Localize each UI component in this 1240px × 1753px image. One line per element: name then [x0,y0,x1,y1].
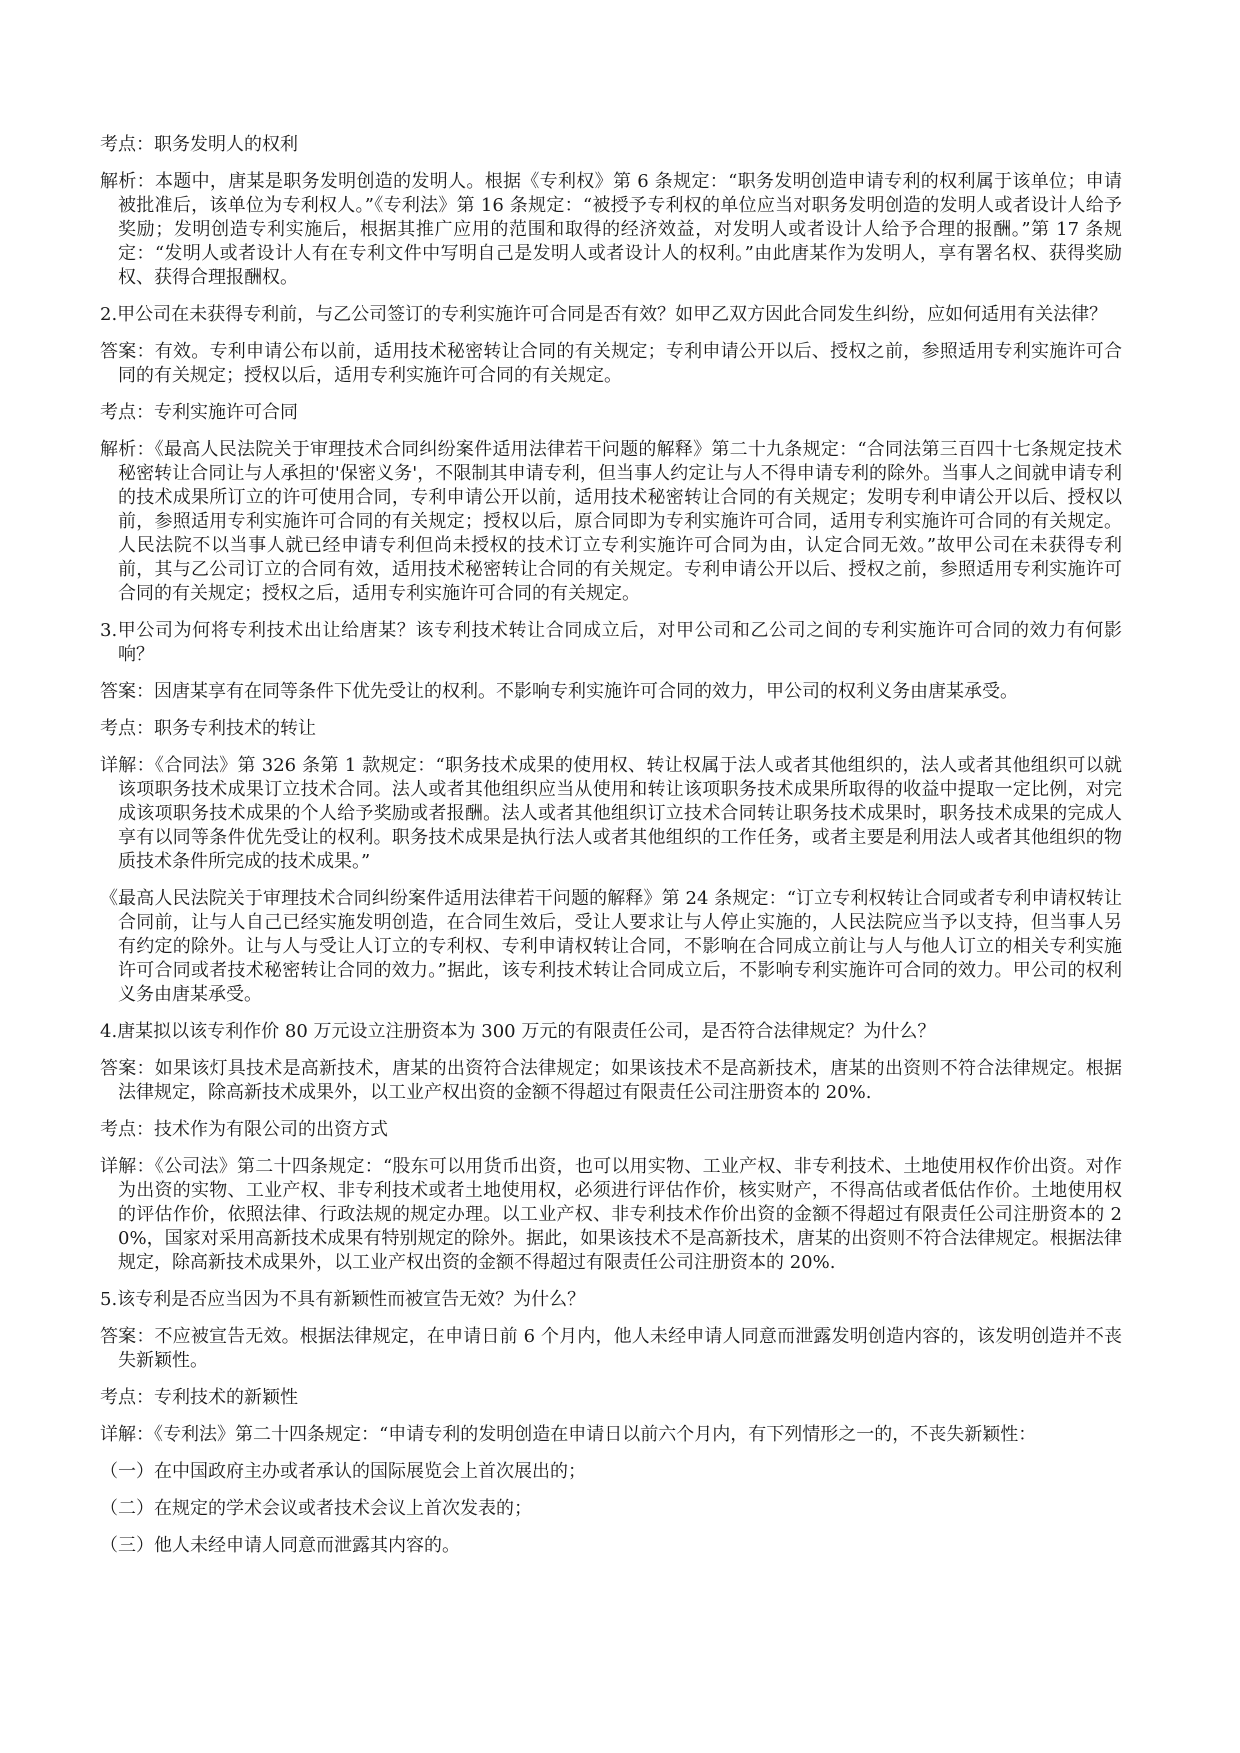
list-item: （二）在规定的学术会议或者技术会议上首次发表的； [100,1498,532,1519]
question-3: 3.甲公司为何将专利技术出让给唐某？该专利技术转让合同成立后，对甲公司和乙公司之间的专利实施许可合同的效力有何影响？ [100,620,1122,665]
analysis-paragraph: 解析：《最高人民法院关于审理技术合同纠纷案件适用法律若干问题的解释》第二十九条规定：“合同法第三百四十七条规定技术秘密转让合同让与人承担的'保密义务'，不限制其申请专利，但当事人约定让与人不得申请专利的除外。当事人之间就申请专利的技术成果所订立的许可使用合同，专利申请公开以前，适用技术秘密转让合同的有关规定；发明专利申请公开以后、授权以前，参照适用专利实施许可合同的有关规定；授权以后，原合同即为专利实施许可合同，适用专利实施许可合同的有关规定。人民法院不以当事人就已经申请专利但尚未授权的技术订立专利实施许可合同为由，认定合同无效。”故甲公司在未获得专利前，其与乙公司订立的合同有效，适用技术秘密转让合同的有关规定。专利申请公开以后、授权之前，参照适用专利实施许可合同的有关规定；授权之后，适用专利实施许可合同的有关规定。 [100,439,1122,604]
explanation-paragraph: 详解：《专利法》第二十四条规定：“申请专利的发明创造在申请日以前六个月内，有下列情形之一的，不丧失新颖性： [100,1424,1037,1445]
list-item: （三）他人未经申请人同意而泄露其内容的。 [100,1535,460,1556]
key-point-label: 考点：专利实施许可合同 [100,402,298,423]
question-5: 5.该专利是否应当因为不具有新颖性而被宣告无效？为什么？ [100,1289,586,1310]
question-4: 4.唐某拟以该专利作价 80 万元设立注册资本为 300 万元的有限责任公司，是否符合法律规定？为什么？ [100,1021,936,1042]
answer-paragraph: 答案：因唐某享有在同等条件下优先受让的权利。不影响专利实施许可合同的效力，甲公司的权利义务由唐某承受。 [100,681,1018,702]
key-point-label: 考点：专利技术的新颖性 [100,1387,298,1408]
answer-paragraph: 答案：如果该灯具技术是高新技术，唐某的出资符合法律规定；如果该技术不是高新技术，唐某的出资则不符合法律规定。根据法律规定，除高新技术成果外，以工业产权出资的金额不得超过有限责任公司注册资本的 20%. [100,1058,1122,1103]
key-point-label: 考点：技术作为有限公司的出资方式 [100,1119,388,1140]
list-item: （一）在中国政府主办或者承认的国际展览会上首次展出的； [100,1461,586,1482]
analysis-paragraph: 解析：本题中，唐某是职务发明创造的发明人。根据《专利权》第 6 条规定：“职务发明创造申请专利的权利属于该单位；申请被批准后，该单位为专利权人。”《专利法》第 16 条规定：“被授予专利权的单位应当对职务发明创造的发明人或者设计人给予奖励；发明创造专利实施后，根据其推广应用的范围和取得的经济效益，对发明人或者设计人给予合理的报酬。”第 17 条规定：“发明人或者设计人有在专利文件中写明自己是发明人或者设计人的权利。”由此唐某作为发明人，享有署名权、获得奖励权、获得合理报酬权。 [100,171,1122,288]
explanation-paragraph: 《最高人民法院关于审理技术合同纠纷案件适用法律若干问题的解释》第 24 条规定：“订立专利权转让合同或者专利申请权转让合同前，让与人自己已经实施发明创造，在合同生效后，受让人要求让与人停止实施的，人民法院应当予以支持，但当事人另有约定的除外。让与人与受让人订立的专利权、专利申请权转让合同，不影响在合同成立前让与人与他人订立的相关专利实施许可合同或者技术秘密转让合同的效力。”据此，该专利技术转让合同成立后，不影响专利实施许可合同的效力。甲公司的权利义务由唐某承受。 [100,888,1122,1005]
explanation-paragraph: 详解：《公司法》第二十四条规定：“股东可以用货币出资，也可以用实物、工业产权、非专利技术、土地使用权作价出资。对作为出资的实物、工业产权、非专利技术或者土地使用权，必须进行评估作价，核实财产，不得高估或者低估作价。土地使用权的评估作价，依照法律、行政法规的规定办理。以工业产权、非专利技术作价出资的金额不得超过有限责任公司注册资本的 20%，国家对采用高新技术成果有特别规定的除外。据此，如果该技术不是高新技术，唐某的出资则不符合法律规定。根据法律规定，除高新技术成果外，以工业产权出资的金额不得超过有限责任公司注册资本的 20%. [100,1156,1122,1273]
answer-paragraph: 答案：不应被宣告无效。根据法律规定，在申请日前 6 个月内，他人未经申请人同意而泄露发明创造内容的，该发明创造并不丧失新颖性。 [100,1326,1122,1371]
answer-paragraph: 答案：有效。专利申请公布以前，适用技术秘密转让合同的有关规定；专利申请公开以后、授权之前，参照适用专利实施许可合同的有关规定；授权以后，适用专利实施许可合同的有关规定。 [100,341,1122,386]
question-2: 2.甲公司在未获得专利前，与乙公司签订的专利实施许可合同是否有效？如甲乙双方因此合同发生纠纷，应如何适用有关法律？ [100,304,1108,325]
explanation-paragraph: 详解：《合同法》第 326 条第 1 款规定：“职务技术成果的使用权、转让权属于法人或者其他组织的，法人或者其他组织可以就该项职务技术成果订立技术合同。法人或者其他组织应当从使用和转让该项职务技术成果所取得的收益中提取一定比例，对完成该项职务技术成果的个人给予奖励或者报酬。法人或者其他组织订立技术合同转让职务技术成果时，职务技术成果的完成人享有以同等条件优先受让的权利。职务技术成果是执行法人或者其他组织的工作任务，或者主要是利用法人或者其他组织的物质技术条件所完成的技术成果。” [100,755,1122,872]
key-point-label: 考点：职务专利技术的转让 [100,718,316,739]
key-point-label: 考点：职务发明人的权利 [100,134,298,155]
